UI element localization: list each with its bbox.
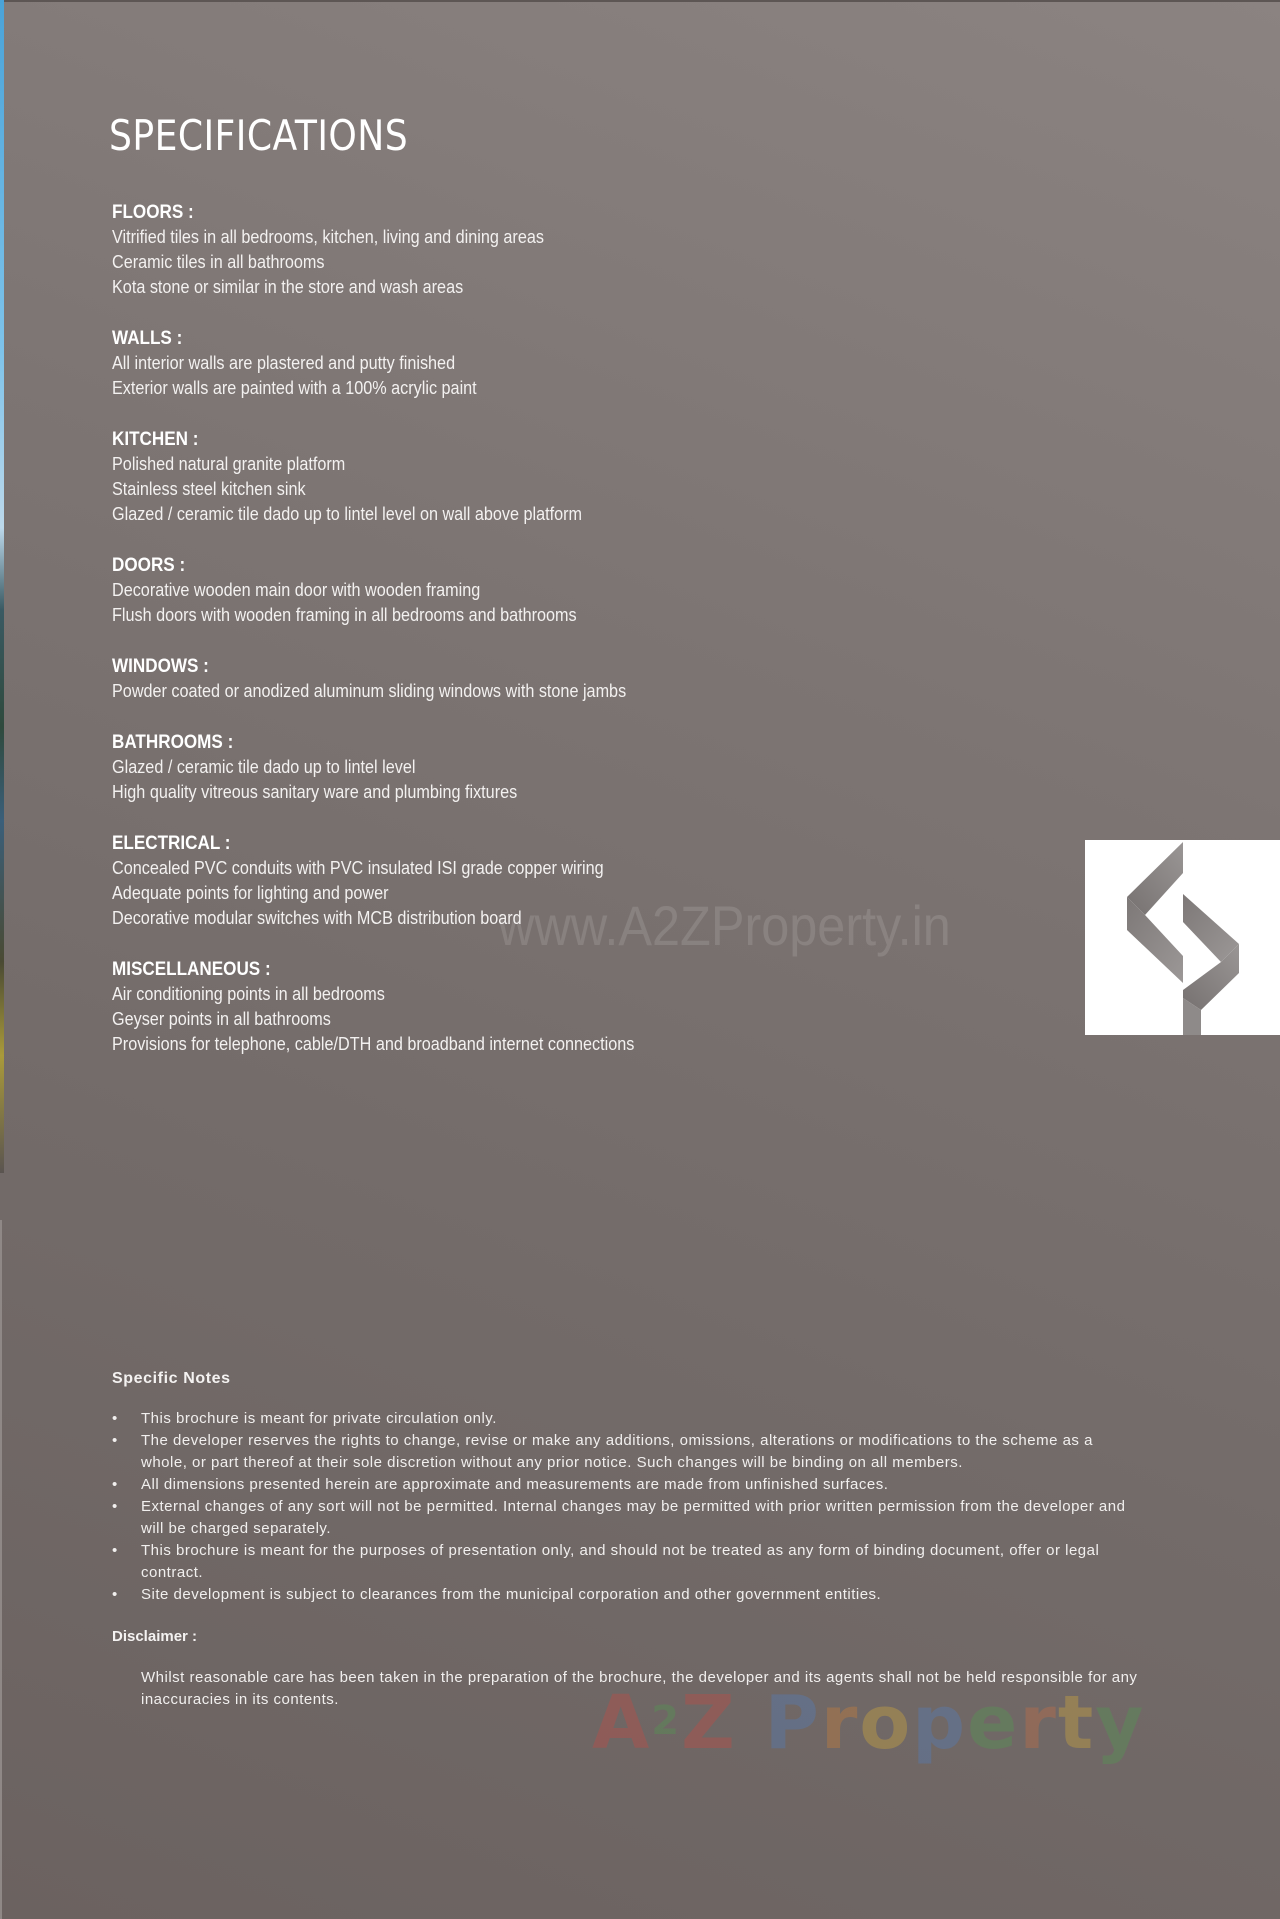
spec-heading: DOORS : bbox=[112, 555, 186, 576]
spec-line: Provisions for telephone, cable/DTH and broadband internet connections bbox=[112, 1034, 635, 1054]
note-item bbox=[112, 1584, 1142, 1606]
spec-section bbox=[112, 554, 912, 628]
notes-list bbox=[112, 1408, 1142, 1606]
spec-line: High quality vitreous sanitary ware and plumbing fixtures bbox=[112, 782, 518, 802]
bullet-icon: • bbox=[112, 1542, 118, 1559]
note-item bbox=[112, 1496, 1142, 1540]
spec-heading: FLOORS : bbox=[112, 202, 194, 223]
spec-heading: KITCHEN : bbox=[112, 429, 199, 450]
spec-line: Polished natural granite platform bbox=[112, 454, 346, 474]
spec-section bbox=[112, 201, 912, 300]
note-text: The developer reserves the rights to change, revise or make any additions, omissions, alterations or modifications to the scheme as a whole, or part thereof at their sole discretion without any prior notice. Such changes will be binding on all members. bbox=[141, 1432, 1093, 1471]
spec-line: Geyser points in all bathrooms bbox=[112, 1009, 331, 1029]
spec-line: Glazed / ceramic tile dado up to lintel level on wall above platform bbox=[112, 504, 583, 524]
note-text: This brochure is meant for private circulation only. bbox=[141, 1410, 497, 1427]
watermark-letter: o bbox=[859, 1680, 913, 1766]
spec-line: Ceramic tiles in all bathrooms bbox=[112, 252, 325, 272]
notes-title: Specific Notes bbox=[112, 1370, 231, 1387]
spec-heading: MISCELLANEOUS : bbox=[112, 959, 271, 980]
url-watermark: www.A2ZProperty.in bbox=[498, 894, 951, 957]
disclaimer-title: Disclaimer : bbox=[112, 1628, 198, 1645]
watermark-letter: A bbox=[592, 1680, 652, 1766]
disclaimer-text: Whilst reasonable care has been taken in the preparation of the brochure, the developer and its agents shall not be held responsible for any inaccuracies in its contents. bbox=[141, 1669, 1138, 1708]
spec-line: Vitrified tiles in all bedrooms, kitchen, living and dining areas bbox=[112, 227, 544, 247]
spec-heading: WALLS : bbox=[112, 328, 183, 349]
page-title: SPECIFICATIONS bbox=[109, 111, 409, 160]
watermark-letter: r bbox=[820, 1680, 860, 1766]
spec-heading: ELECTRICAL : bbox=[112, 833, 231, 854]
spec-heading: BATHROOMS : bbox=[112, 732, 234, 753]
note-item bbox=[112, 1474, 1142, 1496]
note-item bbox=[112, 1540, 1142, 1584]
note-text: This brochure is meant for the purposes of presentation only, and should not be treated as any form of binding document, offer or legal contract. bbox=[141, 1542, 1100, 1581]
bullet-icon: • bbox=[112, 1476, 118, 1493]
note-item bbox=[112, 1408, 1142, 1430]
spec-line: Kota stone or similar in the store and wash areas bbox=[112, 277, 464, 297]
brand-logo bbox=[1085, 840, 1280, 1035]
bullet-icon: • bbox=[112, 1432, 118, 1449]
watermark-letter: e bbox=[967, 1680, 1020, 1766]
spec-line: Air conditioning points in all bedrooms bbox=[112, 984, 385, 1004]
photo-edge-strip bbox=[0, 0, 4, 1173]
spec-section bbox=[112, 327, 912, 401]
ribbon-s-logo-icon bbox=[1085, 840, 1280, 1035]
spec-line: Powder coated or anodized aluminum sliding windows with stone jambs bbox=[112, 681, 627, 701]
note-text: All dimensions presented herein are approximate and measurements are made from unfinished surfaces. bbox=[141, 1476, 889, 1493]
spec-line: Decorative modular switches with MCB distribution board bbox=[112, 908, 522, 928]
watermark-letter: 2 bbox=[651, 1698, 682, 1744]
spec-heading: WINDOWS : bbox=[112, 656, 209, 677]
spec-line: Concealed PVC conduits with PVC insulated ISI grade copper wiring bbox=[112, 858, 604, 878]
top-border bbox=[0, 0, 1280, 2]
spec-section bbox=[112, 655, 912, 704]
note-text: External changes of any sort will not be permitted. Internal changes may be permitted with prior written permission from the developer and will be charged separately. bbox=[141, 1498, 1126, 1537]
bullet-icon: • bbox=[112, 1410, 118, 1427]
spec-section bbox=[112, 958, 912, 1057]
spec-line: Flush doors with wooden framing in all bedrooms and bathrooms bbox=[112, 605, 577, 625]
watermark-letter: y bbox=[1095, 1680, 1146, 1766]
watermark-letter: P bbox=[764, 1680, 821, 1766]
spec-line: Exterior walls are painted with a 100% acrylic paint bbox=[112, 378, 477, 398]
spec-section bbox=[112, 428, 912, 527]
note-item bbox=[112, 1430, 1142, 1474]
bullet-icon: • bbox=[112, 1586, 118, 1603]
watermark-letter: r bbox=[1019, 1680, 1058, 1766]
spec-line: Stainless steel kitchen sink bbox=[112, 479, 306, 499]
page-edge-line bbox=[0, 1220, 2, 1919]
specific-notes bbox=[112, 1370, 1142, 1711]
note-text: Site development is subject to clearances from the municipal corporation and other government entities. bbox=[141, 1586, 882, 1603]
bullet-icon: • bbox=[112, 1498, 118, 1515]
spec-line: Adequate points for lighting and power bbox=[112, 883, 389, 903]
watermark-letter: Z bbox=[681, 1680, 737, 1766]
watermark-letter: t bbox=[1057, 1680, 1096, 1766]
spec-line: Glazed / ceramic tile dado up to lintel level bbox=[112, 757, 416, 777]
spec-line: All interior walls are plastered and putty finished bbox=[112, 353, 456, 373]
spec-line: Decorative wooden main door with wooden framing bbox=[112, 580, 481, 600]
watermark-letter: p bbox=[912, 1680, 968, 1766]
spec-section bbox=[112, 731, 912, 805]
